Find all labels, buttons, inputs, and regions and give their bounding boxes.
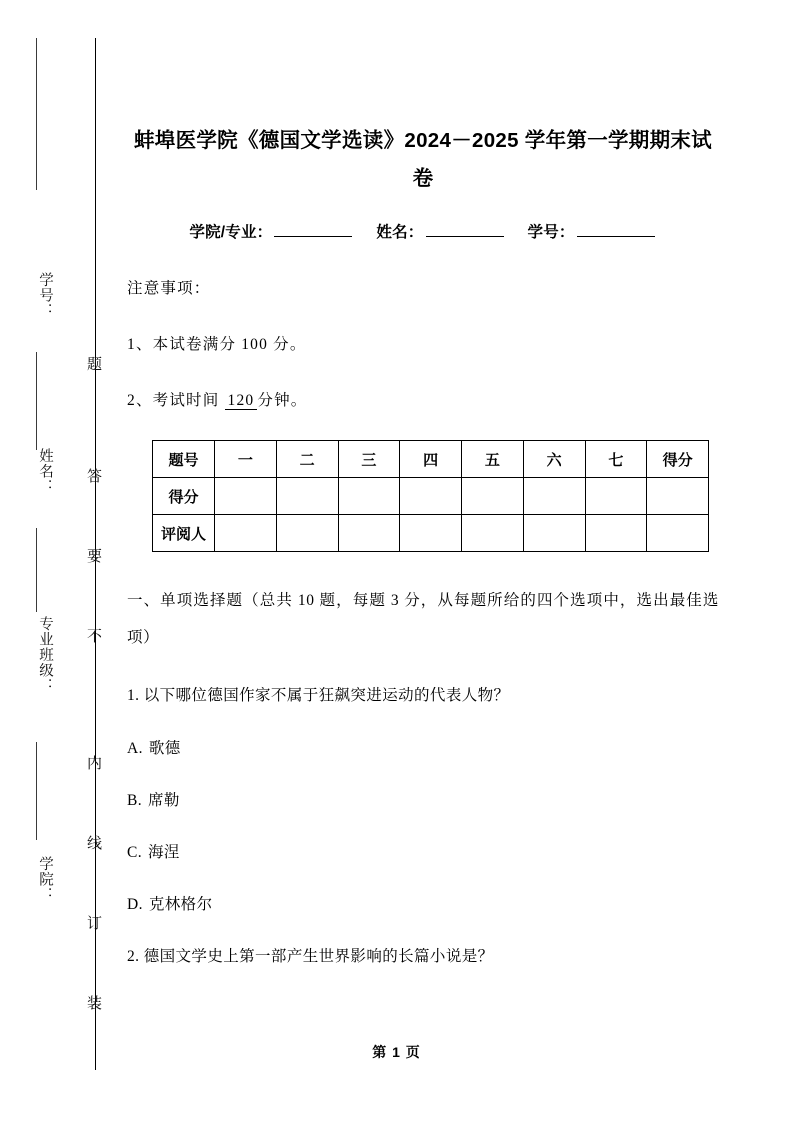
score-cell[interactable] xyxy=(523,515,585,552)
score-cell[interactable] xyxy=(585,515,647,552)
name-label: 姓名： xyxy=(376,224,424,241)
option-text: 歌德 xyxy=(148,740,181,757)
question-1-option-a[interactable] xyxy=(127,737,719,761)
page-footer: 第 1 页 xyxy=(372,1044,421,1060)
margin-rule-4 xyxy=(36,742,37,840)
margin-label-student-id: 学号： xyxy=(37,272,53,319)
college-major-label: 学院/专业： xyxy=(189,224,273,241)
notice-item-2-prefix: 2、考试时间 xyxy=(127,392,220,409)
college-major-blank[interactable] xyxy=(274,236,352,237)
section-heading-1: 一、单项选择题（总共 10 题，每题 3 分，从每题所给的四个选项中，选出最佳选项） xyxy=(127,592,719,646)
seal-char-4: 不 xyxy=(85,628,101,643)
score-cell[interactable] xyxy=(215,478,277,515)
table-row xyxy=(153,515,709,552)
option-text: 海涅 xyxy=(148,844,180,861)
seal-char-3: 要 xyxy=(85,548,101,563)
score-row-label: 评阅人 xyxy=(153,515,215,552)
table-row xyxy=(153,478,709,515)
seal-char-7: 订 xyxy=(85,915,101,930)
question-2 xyxy=(127,944,719,970)
question-1-option-c[interactable] xyxy=(127,841,719,865)
score-cell[interactable] xyxy=(400,478,462,515)
score-cell[interactable] xyxy=(647,478,709,515)
margin-rule-3 xyxy=(36,528,37,612)
score-cell: 得分 xyxy=(647,441,709,478)
student-id-blank[interactable] xyxy=(577,236,655,237)
option-label: B. xyxy=(127,792,143,809)
notice-item-2-suffix: 分钟。 xyxy=(257,392,308,409)
student-info-line xyxy=(127,220,719,242)
score-cell[interactable] xyxy=(338,478,400,515)
score-cell: 四 xyxy=(400,441,462,478)
seal-char-2: 答 xyxy=(85,468,101,483)
margin-label-name: 姓名： xyxy=(37,448,53,495)
margin-rule-1 xyxy=(36,38,37,190)
score-cell: 七 xyxy=(585,441,647,478)
margin-rule-2 xyxy=(36,352,37,450)
question-1-option-b[interactable] xyxy=(127,789,719,813)
seal-char-5: 内 xyxy=(85,755,101,770)
score-cell[interactable] xyxy=(338,515,400,552)
page-title: 蚌埠医学院《德国文学选读》2024－2025 学年第一学期期末试卷 xyxy=(133,129,712,190)
question-text: 以下哪位德国作家不属于狂飙突进运动的代表人物？ xyxy=(143,687,510,704)
question-1 xyxy=(127,683,719,709)
score-row-label: 得分 xyxy=(153,478,215,515)
table-row xyxy=(153,441,709,478)
question-1-option-d[interactable] xyxy=(127,893,719,917)
score-cell[interactable] xyxy=(523,478,585,515)
option-label: C. xyxy=(127,844,143,861)
score-cell[interactable] xyxy=(215,515,277,552)
seal-char-6: 线 xyxy=(85,835,101,850)
score-cell[interactable] xyxy=(276,478,338,515)
score-row-label: 题号 xyxy=(153,441,215,478)
exam-duration-value: 120 xyxy=(225,392,258,410)
score-cell[interactable] xyxy=(462,515,524,552)
score-cell: 六 xyxy=(523,441,585,478)
name-blank[interactable] xyxy=(426,236,504,237)
paper-content xyxy=(127,0,719,970)
option-text: 席勒 xyxy=(148,792,180,809)
score-cell: 五 xyxy=(462,441,524,478)
notice-item-1: 1、本试卷满分 100 分。 xyxy=(127,336,307,353)
score-cell[interactable] xyxy=(400,515,462,552)
option-label: A. xyxy=(127,740,143,757)
score-cell: 一 xyxy=(215,441,277,478)
notice-heading: 注意事项： xyxy=(127,280,211,297)
score-cell: 三 xyxy=(338,441,400,478)
seal-char-1: 题 xyxy=(85,356,101,371)
option-label: D. xyxy=(127,896,143,913)
score-table xyxy=(152,440,709,552)
margin-label-class: 专业班级： xyxy=(37,616,53,694)
margin-label-college: 学院： xyxy=(37,856,53,903)
score-cell[interactable] xyxy=(276,515,338,552)
notice-item-2 xyxy=(127,388,719,410)
seal-char-8: 装 xyxy=(85,995,101,1010)
question-number: 2. xyxy=(127,948,140,965)
question-text: 德国文学史上第一部产生世界影响的长篇小说是？ xyxy=(143,948,494,965)
score-cell[interactable] xyxy=(647,515,709,552)
student-id-label: 学号： xyxy=(527,224,575,241)
score-cell: 二 xyxy=(276,441,338,478)
option-text: 克林格尔 xyxy=(148,896,213,913)
question-number: 1. xyxy=(127,687,140,704)
score-cell[interactable] xyxy=(585,478,647,515)
score-cell[interactable] xyxy=(462,478,524,515)
